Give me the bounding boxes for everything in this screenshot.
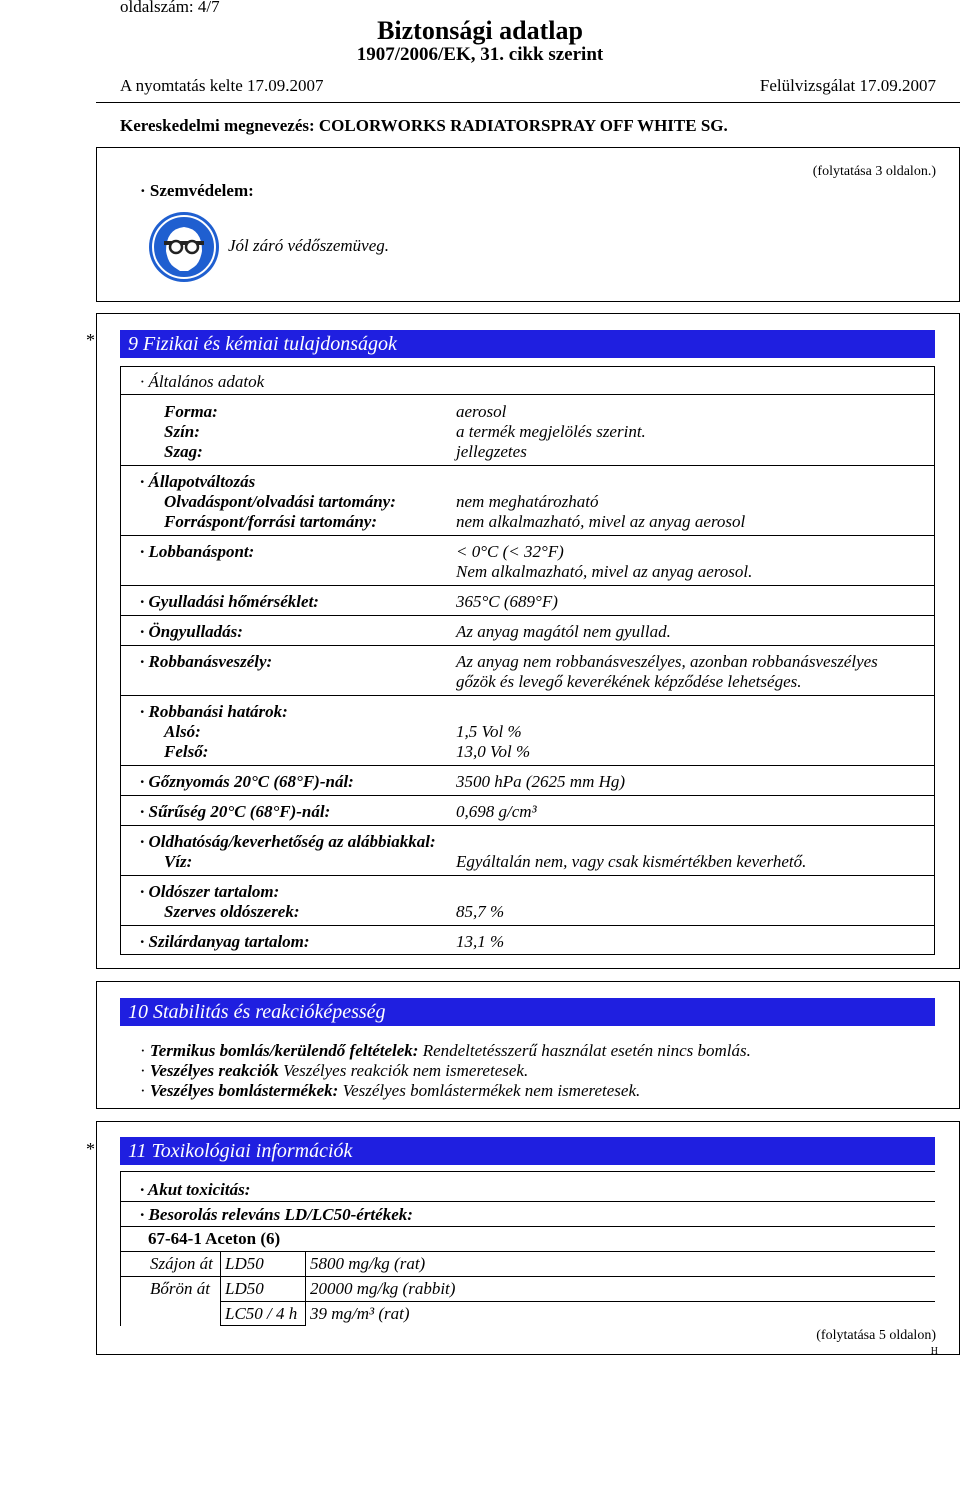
organic-solvents-value: 85,7 % (456, 902, 505, 921)
water-label: Víz: (164, 852, 193, 871)
explosion-danger-value: Az anyag nem robbanásveszélyes, azonban robbanásveszélyes (456, 652, 878, 671)
self-ignition-value: Az anyag magától nem gyullad. (456, 622, 671, 641)
form-label: Forma: (164, 402, 218, 421)
thermal-decomposition-line: · Termikus bomlás/kerülendő feltételek: Rendeltetésszerű használat esetén nincs bomlás. (140, 1041, 751, 1060)
document-subtitle: 1907/2006/EK, 31. cikk szerint (356, 44, 604, 65)
boiling-point-label: Forráspont/forrási tartomány: (164, 512, 378, 531)
tox-type: LD50 (225, 1254, 264, 1273)
melting-point-value: nem meghatározható (456, 492, 599, 511)
page-number: oldalszám: 4/7 (120, 0, 220, 16)
change-marker-11: * (86, 1139, 95, 1159)
section-11-header: 11 Toxikológiai információk (120, 1137, 935, 1165)
odor-label: Szag: (164, 442, 203, 461)
general-data-label: · Általános adatok (140, 372, 265, 391)
boiling-point-value: nem alkalmazható, mivel az anyag aerosol (456, 512, 746, 531)
section-10-header: 10 Stabilitás és reakcióképesség (120, 998, 935, 1026)
ignition-temp-value: 365°C (689°F) (456, 592, 558, 611)
organic-solvents-label: Szerves oldószerek: (164, 902, 300, 921)
continued-from: (folytatása 3 oldalon.) (812, 164, 936, 179)
density-value: 0,698 g/cm³ (456, 802, 537, 821)
revision-date: Felülvizsgálat 17.09.2007 (759, 76, 936, 95)
flash-point-value: < 0°C (< 32°F) (456, 542, 564, 561)
ignition-temp-label: · Gyulladási hőmérséklet: (140, 592, 319, 611)
tox-type: LC50 / 4 h (225, 1304, 298, 1323)
flash-point-note: Nem alkalmazható, mivel az anyag aerosol. (456, 562, 753, 581)
melting-point-label: Olvadáspont/olvadási tartomány: (164, 492, 396, 511)
upper-limit-label: Felső: (164, 742, 209, 761)
vapour-pressure-value: 3500 hPa (2625 mm Hg) (456, 772, 626, 791)
state-change-label: · Állapotváltozás (140, 472, 256, 491)
lower-limit-label: Alsó: (164, 722, 201, 741)
vapour-pressure-label: · Gőznyomás 20°C (68°F)-nál: (140, 772, 354, 791)
tox-value: 20000 mg/kg (rabbit) (310, 1279, 456, 1298)
solids-content-label: · Szilárdanyag tartalom: (140, 932, 310, 951)
density-label: · Sűrűség 20°C (68°F)-nál: (140, 802, 331, 821)
solubility-label: · Oldhatóság/keverhetőség az alábbiakkal: (140, 832, 436, 851)
acute-toxicity-label: · Akut toxicitás: (140, 1180, 251, 1199)
explosion-limits-label: · Robbanási határok: (140, 702, 288, 721)
goggles-icon (148, 211, 220, 283)
odor-value: jellegzetes (456, 442, 527, 461)
color-label: Szín: (164, 422, 200, 441)
section-9-header: 9 Fizikai és kémiai tulajdonságok (120, 330, 935, 358)
dangerous-products-line: · Veszélyes bomlástermékek: Veszélyes bomlástermékek nem ismeretesek. (140, 1081, 641, 1100)
trade-name: Kereskedelmi megnevezés: COLORWORKS RADIATORSPRAY OFF WHITE SG. (120, 116, 728, 135)
lower-limit-value: 1,5 Vol % (456, 722, 522, 741)
change-marker: * (86, 330, 95, 350)
flash-point-label: · Lobbanáspont: (140, 542, 255, 561)
upper-limit-value: 13,0 Vol % (456, 742, 531, 761)
eye-protection-label: · Szemvédelem: (140, 181, 254, 200)
water-value: Egyáltalán nem, vagy csak kismértékben keverhető. (456, 852, 807, 871)
tox-value: 5800 mg/kg (rat) (310, 1254, 426, 1273)
continued-to: (folytatása 5 oldalon) (816, 1328, 936, 1343)
dangerous-reactions-line: · Veszélyes reakciók Veszélyes reakciók nem ismeretesek. (140, 1061, 529, 1080)
color-value: a termék megjelölés szerint. (456, 422, 646, 441)
solvent-content-label: · Oldószer tartalom: (140, 882, 280, 901)
solids-content-value: 13,1 % (456, 932, 505, 951)
language-code: H (930, 1346, 938, 1357)
document-title: Biztonsági adatlap (377, 16, 583, 45)
tox-route: Bőrön át (150, 1279, 210, 1298)
tox-route: Szájon át (150, 1254, 213, 1273)
print-date: A nyomtatás kelte 17.09.2007 (120, 76, 324, 95)
self-ignition-label: · Öngyulladás: (140, 622, 243, 641)
classification-label: · Besorolás releváns LD/LC50-értékek: (140, 1205, 413, 1224)
tox-value: 39 mg/m³ (rat) (310, 1304, 410, 1323)
eye-protection-text: Jól záró védőszemüveg. (228, 236, 389, 255)
explosion-danger-label: · Robbanásveszély: (140, 652, 273, 671)
form-value: aerosol (456, 402, 507, 421)
tox-type: LD50 (225, 1279, 264, 1298)
explosion-danger-value-2: gőzök és levegő keverékének képződése lehetséges. (456, 672, 802, 691)
substance-cas: 67-64-1 Aceton (6) (148, 1229, 281, 1248)
